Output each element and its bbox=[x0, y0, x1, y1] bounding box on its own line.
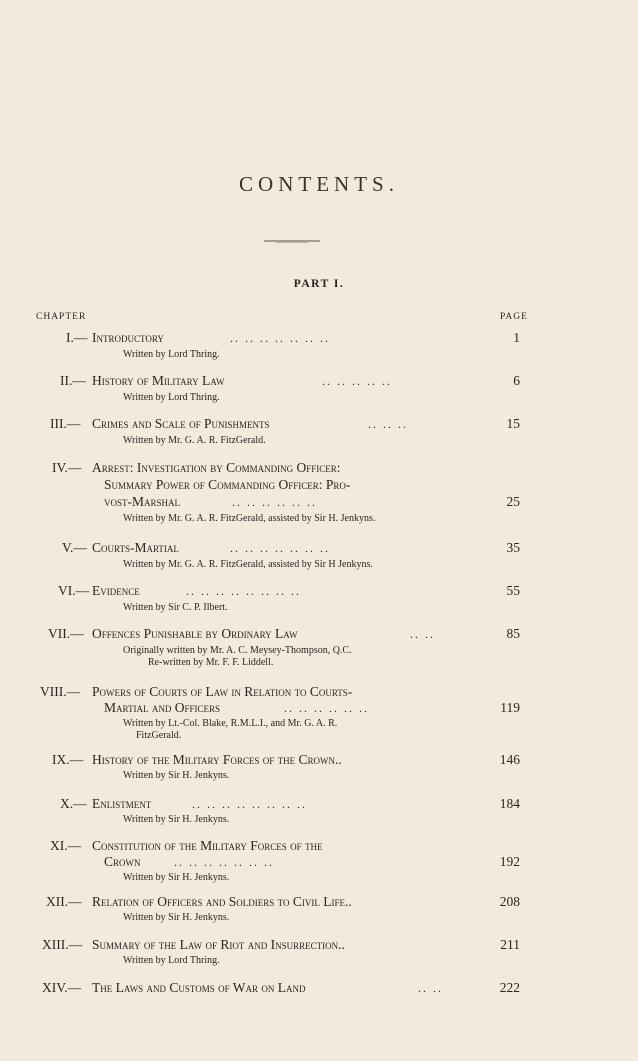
chapter-credit: Written by Mr. G. A. R. FitzGerald, assisted by Sir H Jenkyns. bbox=[123, 559, 373, 570]
page-number: 119 bbox=[500, 700, 520, 715]
chapter-title: Summary Power of Commanding Officer: Pro- bbox=[104, 477, 351, 492]
chapter-credit: Written by Mr. G. A. R. FitzGerald, assisted by Sir H. Jenkyns. bbox=[123, 513, 376, 524]
chapter-number: XIII.— bbox=[42, 937, 83, 952]
page-number: 6 bbox=[513, 373, 520, 388]
chapter-title: Courts-Martial bbox=[92, 540, 179, 555]
page-number: 208 bbox=[499, 894, 520, 909]
chapter-credit: Written by Sir H. Jenkyns. bbox=[123, 814, 230, 825]
page-number: 35 bbox=[506, 540, 520, 555]
page-number: 85 bbox=[506, 626, 520, 641]
chapter-credit: Written by Lord Thring. bbox=[123, 392, 220, 403]
chapter-number: VII.— bbox=[48, 626, 84, 641]
chapter-title: Crown bbox=[104, 854, 141, 869]
chapter-credit: Originally written by Mr. A. C. Meysey-Thompson, Q.C. bbox=[123, 645, 352, 656]
leader-dots: .. .. .. .. .. .. bbox=[284, 701, 369, 715]
chapter-credit: Written by Sir H. Jenkyns. bbox=[123, 912, 230, 923]
chapter-number: IX.— bbox=[52, 752, 84, 767]
chapter-number: XI.— bbox=[50, 838, 82, 853]
chapter-number: II.— bbox=[60, 373, 86, 388]
leader-dots: .. .. bbox=[410, 627, 435, 641]
chapter-credit: FitzGerald. bbox=[136, 730, 182, 741]
leader-dots: .. .. .. .. .. .. .. .. bbox=[192, 797, 307, 811]
chapter-number: V.— bbox=[62, 540, 87, 555]
chapter-credit: Re-written by Mr. F. F. Liddell. bbox=[148, 657, 274, 668]
chapter-number: X.— bbox=[60, 796, 87, 811]
leader-dots: .. .. .. .. .. .. bbox=[232, 495, 317, 509]
chapter-title: Powers of Courts of Law in Relation to Courts- bbox=[92, 684, 353, 699]
leader-dots: .. .. .. .. .. .. .. bbox=[230, 331, 330, 345]
chapter-title: The Laws and Customs of War on Land bbox=[92, 980, 306, 995]
chapter-title: Crimes and Scale of Punishments bbox=[92, 416, 270, 431]
chapter-number: VI.— bbox=[58, 583, 90, 598]
leader-dots: .. .. .. .. .. .. .. bbox=[230, 541, 330, 555]
page-number: 55 bbox=[506, 583, 520, 598]
leader-dots: .. .. .. .. .. bbox=[322, 374, 392, 388]
page-number: 211 bbox=[500, 937, 520, 952]
chapter-title: Summary of the Law of Riot and Insurrection.. bbox=[92, 937, 345, 952]
page-number: 222 bbox=[499, 980, 520, 995]
chapter-title: Constitution of the Military Forces of the bbox=[92, 838, 323, 853]
chapter-number: XII.— bbox=[46, 894, 82, 909]
chapter-title: History of the Military Forces of the Crown.. bbox=[92, 752, 342, 767]
page-number: 25 bbox=[506, 494, 520, 509]
page-number: 146 bbox=[499, 752, 520, 767]
chapter-credit: Written by Lord Thring. bbox=[123, 955, 220, 966]
chapter-number: IV.— bbox=[52, 460, 82, 475]
chapter-title: Martial and Officers bbox=[104, 700, 220, 715]
chapter-number: VIII.— bbox=[40, 684, 81, 699]
chapter-title: Evidence bbox=[92, 583, 140, 598]
page-number: 192 bbox=[499, 854, 520, 869]
chapter-title: History of Military Law bbox=[92, 373, 225, 388]
chapter-title: Enlistment bbox=[92, 796, 152, 811]
leader-dots: .. .. bbox=[418, 981, 443, 995]
chapter-number: XIV.— bbox=[42, 980, 82, 995]
page-number: 184 bbox=[499, 796, 520, 811]
leader-dots: .. .. .. .. .. .. .. .. bbox=[186, 584, 301, 598]
chapter-credit: Written by Sir C. P. Ilbert. bbox=[123, 602, 228, 613]
chapter-credit: Written by Mr. G. A. R. FitzGerald. bbox=[123, 435, 266, 446]
chapter-title: Arrest: Investigation by Commanding Officer: bbox=[92, 460, 341, 475]
chapter-title: Relation of Officers and Soldiers to Civil Life.. bbox=[92, 894, 352, 909]
chapter-title: Offences Punishable by Ordinary Law bbox=[92, 626, 298, 641]
chapter-credit: Written by Sir H. Jenkyns. bbox=[123, 872, 230, 883]
page-column-header: PAGE bbox=[500, 312, 528, 322]
leader-dots: .. .. .. bbox=[368, 417, 408, 431]
chapter-column-header: CHAPTER bbox=[36, 312, 87, 322]
chapter-number: III.— bbox=[50, 416, 81, 431]
chapter-credit: Written by Sir H. Jenkyns. bbox=[123, 770, 230, 781]
page-number: 15 bbox=[506, 416, 520, 431]
page-title: CONTENTS. bbox=[239, 172, 399, 196]
chapter-credit: Written by Lt.-Col. Blake, R.M.L.I., and Mr. G. A. R. bbox=[123, 718, 338, 729]
part-heading: PART I. bbox=[293, 278, 345, 290]
chapter-credit: Written by Lord Thring. bbox=[123, 349, 220, 360]
ornamental-rule bbox=[258, 238, 326, 244]
leader-dots: .. .. .. .. .. .. .. bbox=[174, 855, 274, 869]
chapter-number: I.— bbox=[66, 330, 88, 345]
chapter-title: Introductory bbox=[92, 330, 164, 345]
page-number: 1 bbox=[513, 330, 520, 345]
chapter-title: vost-Marshal bbox=[104, 494, 181, 509]
